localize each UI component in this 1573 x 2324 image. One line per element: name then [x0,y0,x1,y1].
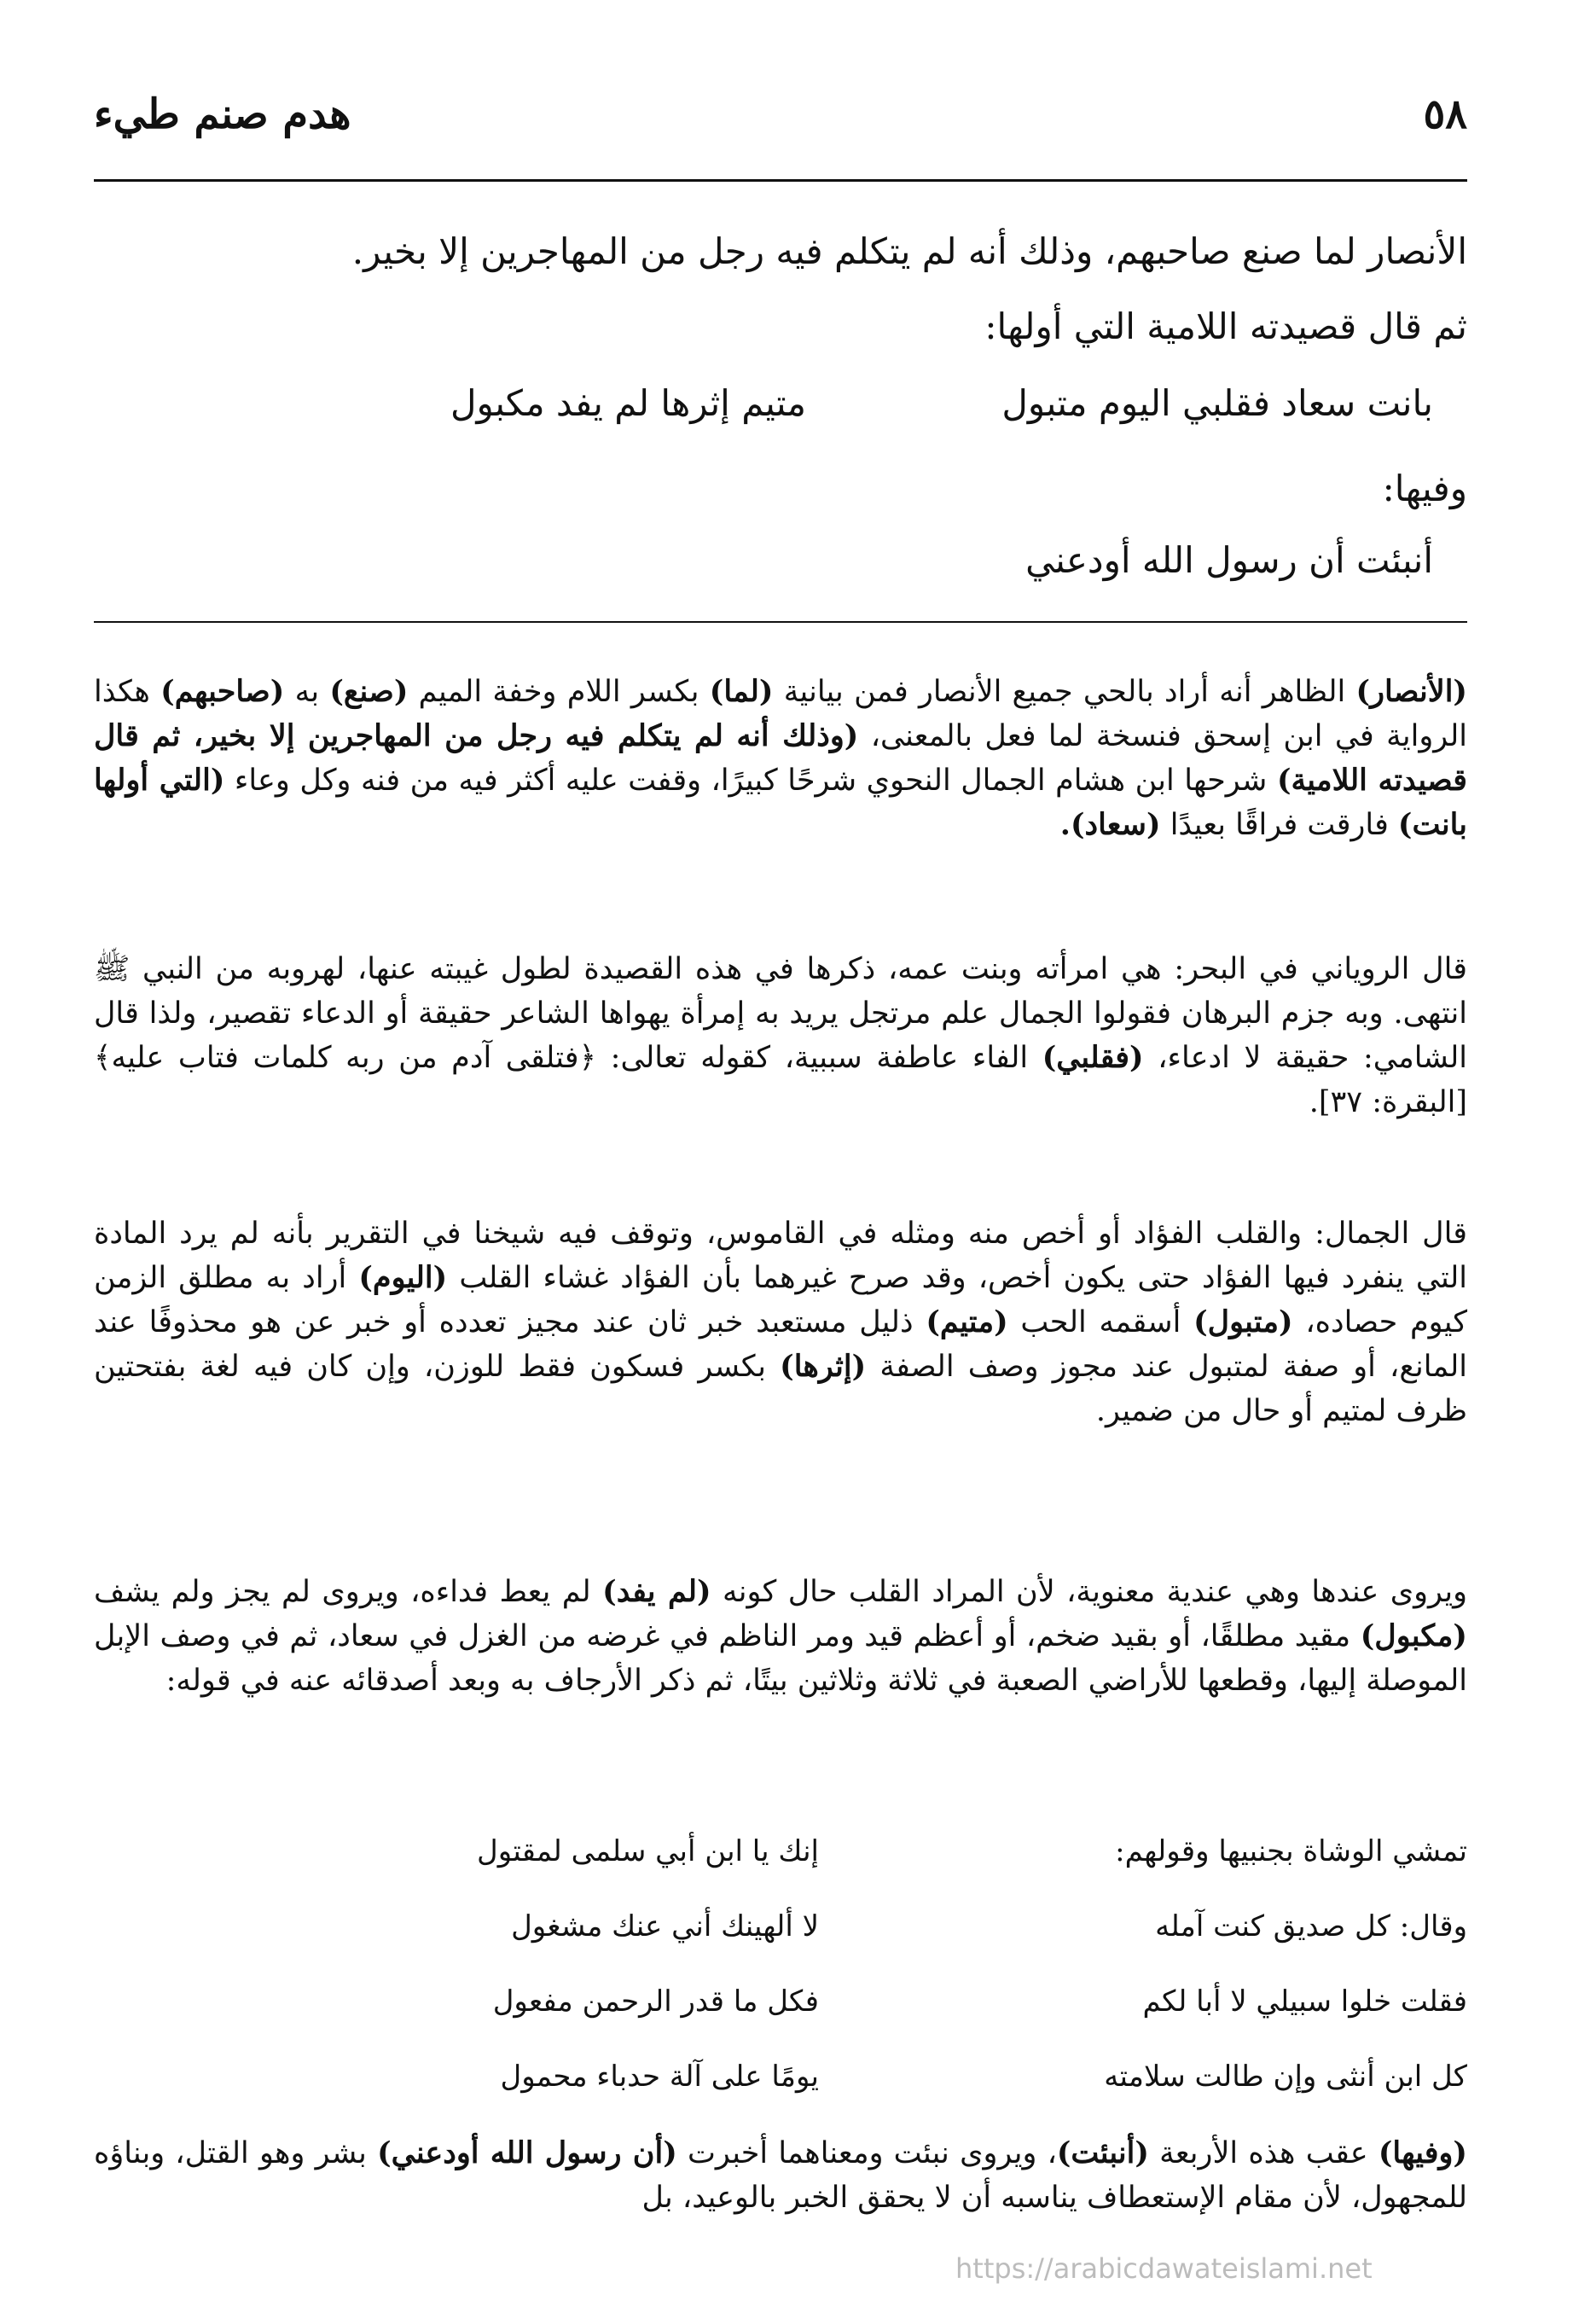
main-line-1: الأنصار لما صنع صاحبهم، وذلك أنه لم يتكلم فيه رجل من المهاجرين إلا بخير. [351,230,1467,272]
p1-run-3: بكسر اللام وخفة الميم [408,675,710,709]
p1-run-7: هكذا الرواية في ابن إسحق فنسخة لما فعل بالمعنى، [94,675,1467,753]
p4-run-0: ويروى عندها وهي عندية معنوية، لأن المراد القلب حال كونه [711,1575,1468,1609]
p1-run-9: شرحها ابن هشام الجمال النحوي شرحًا كبيرًا، وقفت عليه أكثر فيه من فنه وكل وعاء [224,764,1277,798]
commentary-paragraph-2 [94,947,1467,1124]
p2-run-0: قال الروياني في البحر: هي امرأته وبنت عمه، ذكرها في هذه القصيدة لطول غيبته عنها، لهروبه من النبي ﷺ انتهى. وبه جزم البرهان فقولوا الجمال علم مرتجل يريد به إمرأة يهواها الشاعر حقيقة أو الدعاء تقصير، ولذا قال الشامي: حقيقة لا ادعاء، [94,952,1467,1075]
p3-run-4: أسقمه الحب [1007,1305,1194,1339]
running-title: هدم صنم طيء [94,90,351,138]
verse-3-second-hemistich: فكل ما قدر الرحمن مفعول [492,1984,819,2019]
p3-run-0: قال الجمال: والقلب الفؤاد أو أخص منه ومثله في القاموس، وتوقف فيه شيخنا في التقرير بأنه لم يرد المادة التي ينفرد فيها الفؤاد حتى يكون أخص، وقد صرح غيرهما بأن الفؤاد غشاء القلب [94,1217,1467,1295]
p1-run-12: (سعاد). [1059,807,1161,842]
p5-run-5: بشر وهو القتل، وبناؤه للمجهول، لأن مقام الإستعطاف يناسبه أن لا يحقق الخبر بالوعيد، بل [94,2136,1467,2215]
verse-3-first-hemistich: فقلت خلوا سبيلي لا أبا لكم [1142,1984,1467,2019]
p5-run-3: ، ويروى نبئت ومعناهما أخبرت [676,2136,1057,2170]
main-line-2: ثم قال قصيدته اللامية التي أولها: [984,305,1467,347]
verse-1-second-hemistich: إنك يا ابن أبي سلمى لمقتول [477,1834,819,1868]
p3-run-3: (متبول) [1193,1304,1293,1339]
p2-run-1: (فقلبي) [1042,1040,1144,1075]
p1-run-1: الظاهر أنه أراد بالحي جميع الأنصار فمن بيانية [773,675,1356,709]
p1-run-6: (صاحبهم) [160,674,285,709]
p4-run-3: (مكبول) [1360,1618,1467,1653]
p5-run-2: (أنبئت) [1056,2135,1149,2170]
p4-run-2: لم يعط فداءه، ويروى لم يجز ولم يشف [94,1575,603,1609]
watermark-url: https://arabicdawateislami.net [955,2252,1373,2285]
commentary-paragraph-4 [94,1570,1467,1703]
verse-2-first-hemistich: وقال: كل صديق كنت آمله [1155,1909,1467,1943]
p2-run-2: الفاء عاطفة سببية، كقوله تعالى: ﴿فتلقى آدم من ربه كلمات فتاب عليه﴾ [البقرة: ٣٧]. [94,1041,1467,1119]
p1-run-4: (صنع) [329,674,409,709]
page-number: ٥٨ [1423,90,1467,138]
p4-run-4: مقيد مطلقًا، أو بقيد ضخم، أو أعظم قيد ومر الناظم في غرضه من الغزل في سعاد، ثم في وصف الإبل الموصلة إليها، وقطعها للأراضي الصعبة في ثلاثة وثلاثين بيتًا، ثم ذكر الأرجاف به وبعد أصدقائه عنه في قوله: [94,1619,1467,1698]
main-verse-2-first-hemistich: أنبئت أن رسول الله أودعني [1025,539,1433,581]
p1-run-10: (التي أولها بانت) [94,763,1467,842]
p1-run-0: (الأنصار) [1355,674,1467,709]
p5-run-1: عقب هذه الأربعة [1148,2136,1379,2170]
p5-run-4: (أن رسول الله أودعني) [377,2135,677,2170]
p3-run-7: (إثرها) [780,1349,867,1384]
p1-run-5: به [284,675,330,709]
p3-run-6: ذليل مستعبد خبر ثان عند مجيز تعدده أو خبر عن هو محذوفًا عند المانع، أو صفة لمتبول عند مجوز وصف الصفة [94,1305,1467,1384]
commentary-paragraph-5 [94,2131,1467,2220]
commentary-paragraph-1 [94,670,1467,847]
verse-2-second-hemistich: لا ألهينك أني عنك مشغول [511,1909,819,1943]
main-verse-1-first-hemistich: بانت سعاد فقلبي اليوم متبول [1001,382,1433,424]
p3-run-8: بكسر فسكون فقط للوزن، وإن كان فيه لغة بفتحتين ظرف لمتيم أو حال من ضمير. [94,1350,1467,1428]
main-line-wafiha: وفيها: [1382,468,1467,509]
verse-4-first-hemistich: كل ابن أنثى وإن طالت سلامته [1104,2060,1467,2094]
verse-4-second-hemistich: يومًا على آلة حدباء محمول [500,2060,819,2094]
p5-run-0: (وفيها) [1378,2135,1467,2170]
footnote-rule [94,621,1467,623]
p3-run-2: أراد به مطلق الزمن كيوم حصاده، [94,1261,1467,1339]
p3-run-5: (متيم) [926,1304,1008,1339]
p1-run-8: (وذلك أنه لم يتكلم فيه رجل من المهاجرين إلا بخير، ثم قال قصيدته اللامية) [94,718,1467,798]
p1-run-2: (لما) [709,674,774,709]
p4-run-1: (لم يفد) [602,1574,711,1609]
header-rule [94,179,1467,182]
p1-run-11: فارقت فراقًا بعيدًا [1160,808,1398,842]
verse-1-first-hemistich: تمشي الوشاة بجنبيها وقولهم: [1115,1834,1467,1868]
main-verse-1-second-hemistich: متيم إثرها لم يفد مكبول [450,382,806,424]
commentary-paragraph-3 [94,1211,1467,1433]
p3-run-1: (اليوم) [358,1260,448,1295]
